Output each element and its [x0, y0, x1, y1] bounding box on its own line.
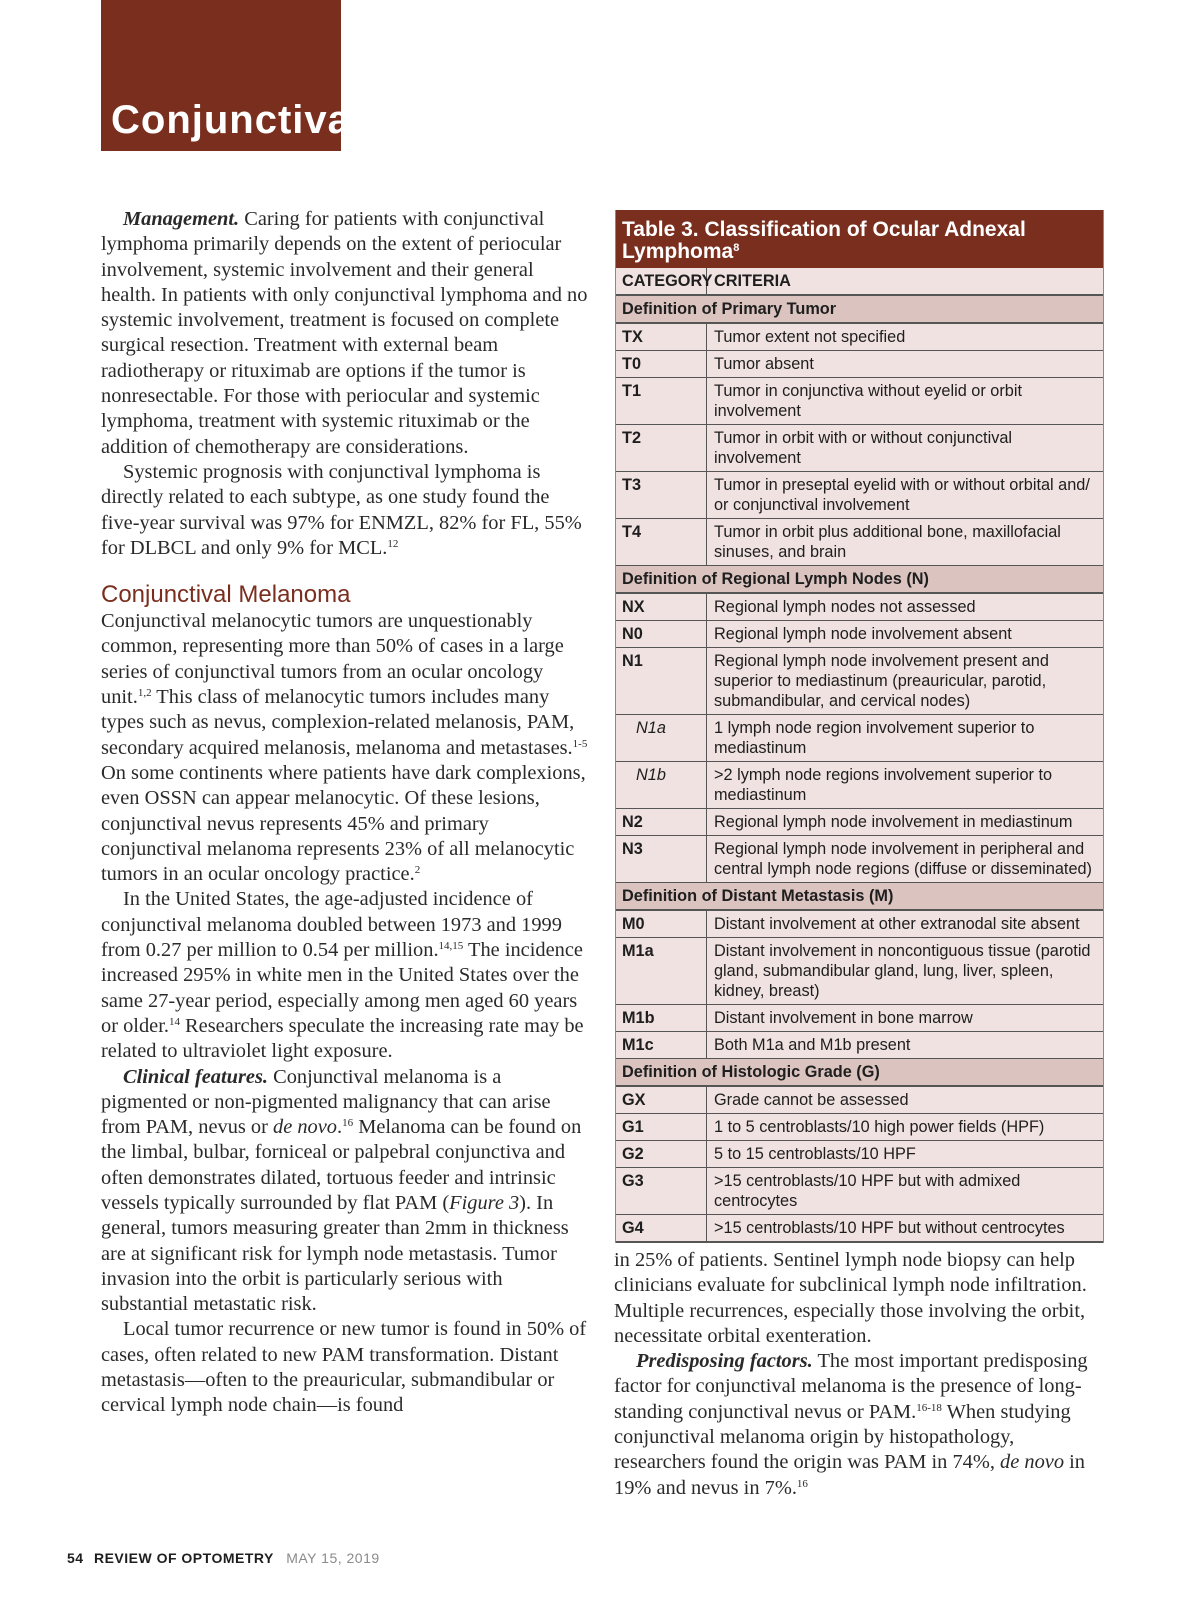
table-row	[616, 1114, 1103, 1141]
run-in-head: Clinical features.	[123, 1065, 269, 1088]
paragraph-clinical-features: Clinical features. Conjunctival melanoma is a pigmented or non-pigmented malignancy that can arise from PAM, nevus or de novo.$^{16}$ Melanoma can be found on the limbal, bulbar, forniceal or palpebral conjunctiva and often demonstrates dilated, tortuous feeder and intrinsic vessels typically surrounded by flat PAM (Figure 3). In general, tumors measuring greater than 2mm in thickness are at significant risk for lymph node metastasis. Tumor invasion into the orbit is particularly serious with substantial metastatic risk.	[101, 1065, 582, 1316]
table-row	[616, 1168, 1103, 1215]
table-cell-criteria: 5 to 15 centroblasts/10 HPF	[714, 1145, 916, 1163]
table-row	[616, 1032, 1103, 1059]
table-section-heading: Definition of Regional Lymph Nodes (N)	[622, 570, 929, 588]
table-cell-criteria: Distant involvement at other extranodal site absent	[714, 915, 1080, 933]
paragraph-recurrence: Local tumor recurrence or new tumor is found in 50% of cases, often related to new PAM transformation. Distant metastasis—often to the preauricular, submandibular or cervical lymph node chain—is found	[101, 1318, 587, 1417]
run-in-head: Predisposing factors.	[636, 1350, 813, 1373]
table-cell-criteria: Distant involvement in bone marrow	[714, 1009, 973, 1027]
right-column	[614, 1248, 1104, 1501]
table-cell-category: M1c	[616, 1032, 707, 1058]
table-row	[616, 1141, 1103, 1168]
paragraph-incidence: In the United States, the age-adjusted incidence of conjunctival melanoma doubled between 1973 and 1999 from 0.27 per million to 0.54 per million.$^{14,15}$ The incidence increased 295% in white men in the United States over the same 27-year period, especially among men aged 60 years or older.$^{14}$ Researchers speculate the increasing rate may be related to ultraviolet light exposure.	[101, 888, 584, 1063]
table-cell-category: M1a	[616, 938, 707, 1004]
left-column	[101, 207, 588, 1419]
table-row	[616, 715, 1103, 762]
table-row	[616, 594, 1103, 621]
table-cell-criteria: Regional lymph node involvement in peripheral and central lymph node regions (diffuse or disseminated)	[714, 840, 1092, 878]
table-cell-criteria: Both M1a and M1b present	[714, 1036, 911, 1054]
table-row	[616, 324, 1103, 351]
table-cell-category: M1b	[616, 1005, 707, 1031]
table-cell-criteria: Tumor in preseptal eyelid with or without orbital and/ or conjunctival involvement	[714, 476, 1090, 514]
reference-superscript: 8	[733, 242, 740, 254]
table-row	[616, 472, 1103, 519]
reference-superscript: 14	[168, 1015, 180, 1028]
table-row	[616, 836, 1103, 883]
classification-table	[615, 210, 1104, 1243]
table-cell-category: N1b	[616, 762, 707, 808]
table-body	[616, 296, 1103, 1243]
publication-name: REVIEW OF OPTOMETRY	[93, 1550, 274, 1566]
table-cell-category: G2	[616, 1141, 707, 1167]
table-cell-category: N1	[616, 648, 707, 714]
table-row	[616, 1215, 1103, 1243]
table-cell-category: N1a	[616, 715, 707, 761]
table-cell-category: TX	[616, 324, 707, 350]
table-cell-category: N0	[616, 621, 707, 647]
table-row	[616, 809, 1103, 836]
table-section-heading: Definition of Primary Tumor	[622, 300, 837, 318]
table-row	[616, 1087, 1103, 1114]
reference-superscript: 14,15	[438, 940, 464, 953]
reference-superscript: 16-18	[916, 1401, 942, 1414]
paragraph-metastasis-continued: in 25% of patients. Sentinel lymph node biopsy can help clinicians evaluate for subclinical lymph node infiltration. Multiple recurrences, especially those involving the orbit, necessitate orbital exenteration.	[614, 1249, 1087, 1347]
table-section-row	[616, 883, 1103, 911]
table-cell-criteria: Distant involvement in noncontiguous tissue (parotid gland, submandibular gland, lung, liver, spleen, kidney, breast)	[714, 942, 1091, 1000]
table-cell-category: N2	[616, 809, 707, 835]
table-section-heading: Definition of Distant Metastasis (M)	[622, 887, 894, 905]
table-row	[616, 519, 1103, 566]
table-cell-criteria: >15 centroblasts/10 HPF but without centrocytes	[714, 1219, 1065, 1237]
table-row	[616, 351, 1103, 378]
table-cell-category: NX	[616, 594, 707, 620]
table-cell-category: G3	[616, 1168, 707, 1214]
reference-superscript: 1,2	[137, 687, 152, 700]
table-cell-criteria: >15 centroblasts/10 HPF but with admixed centrocytes	[714, 1172, 1021, 1210]
page-footer	[67, 1550, 380, 1566]
table-cell-category: G1	[616, 1114, 707, 1140]
issue-date: MAY 15, 2019	[286, 1550, 380, 1566]
table-cell-criteria: Tumor extent not specified	[714, 328, 906, 346]
table-row	[616, 378, 1103, 425]
table-cell-criteria: 1 to 5 centroblasts/10 high power fields (HPF)	[714, 1118, 1045, 1136]
reference-superscript: 16	[796, 1477, 808, 1490]
table-cell-criteria: Tumor in orbit plus additional bone, maxillofacial sinuses, and brain	[714, 523, 1061, 561]
table-cell-criteria: Tumor in conjunctiva without eyelid or orbit involvement	[714, 382, 1022, 420]
table-cell-category: T1	[616, 378, 707, 424]
table-cell-criteria: Grade cannot be assessed	[714, 1091, 909, 1109]
table-cell-criteria: Regional lymph nodes not assessed	[714, 598, 976, 616]
table-row	[616, 621, 1103, 648]
table-cell-category: N3	[616, 836, 707, 882]
table-row	[616, 1005, 1103, 1032]
table-row	[616, 911, 1103, 938]
table-title: Table 3. Classification of Ocular Adnexal Lymphoma$^8$	[616, 210, 1103, 268]
table-section-row	[616, 296, 1103, 324]
header-criteria: CRITERIA	[714, 272, 791, 290]
table-cell-category: G4	[616, 1215, 707, 1241]
table-cell-criteria: 1 lymph node region involvement superior to mediastinum	[714, 719, 1035, 757]
table-row	[616, 938, 1103, 1005]
table-cell-category: T3	[616, 472, 707, 518]
subheading-conjunctival-melanoma: Conjunctival Melanoma	[101, 581, 351, 609]
table-cell-criteria: Tumor in orbit with or without conjunctival involvement	[714, 429, 1013, 467]
run-in-head: Management.	[123, 208, 240, 230]
table-section-row	[616, 566, 1103, 594]
paragraph-management: Management. Caring for patients with conjunctival lymphoma primarily depends on the extent of periocular involvement, systemic involvement and their general health. In patients with only conjunctival lymphoma and no systemic involvement, treatment is focused on complete surgical resection. Treatment with external beam radiotherapy or rituximab are options if the tumor is nonresectable. For those with periocular and systemic lymphoma, treatment with systemic rituximab or the addition of chemotherapy are considerations.	[101, 208, 588, 458]
table-row	[616, 648, 1103, 715]
reference-superscript: 2	[414, 864, 421, 877]
paragraph-prognosis: Systemic prognosis with conjunctival lymphoma is directly related to each subtype, as one study found the five-year survival was 97% for ENMZL, 82% for FL, 55% for DLBCL and only 9% for MCL.$^{12}$	[101, 460, 582, 559]
table-cell-category: T2	[616, 425, 707, 471]
table-cell-criteria: Tumor absent	[714, 355, 814, 373]
section-tab: Conjunctiva	[101, 0, 341, 151]
table-row	[616, 762, 1103, 809]
table-cell-category: GX	[616, 1087, 707, 1113]
table-header-row	[616, 268, 1103, 296]
table-row	[616, 425, 1103, 472]
paragraph-predisposing-factors: Predisposing factors. The most important predisposing factor for conjunctival melanoma is the presence of long-standing conjunctival nevus or PAM.$^{16-18}$ When studying conjunctival melanoma origin by histopathology, researchers found the origin was PAM in 74%, de novo in 19% and nevus in 7%.$^{16}$	[614, 1350, 1088, 1499]
table-section-row	[616, 1059, 1103, 1087]
reference-superscript: 1-5	[572, 737, 588, 750]
table-cell-criteria: Regional lymph node involvement absent	[714, 625, 1012, 643]
table-cell-category: T4	[616, 519, 707, 565]
header-category: CATEGORY	[616, 268, 707, 294]
reference-superscript: 16	[342, 1117, 354, 1130]
table-cell-criteria: Regional lymph node involvement in mediastinum	[714, 813, 1073, 831]
reference-superscript: 12	[387, 537, 399, 550]
table-section-heading: Definition of Histologic Grade (G)	[622, 1063, 880, 1081]
table-cell-criteria: >2 lymph node regions involvement superior to mediastinum	[714, 766, 1053, 804]
table-cell-category: T0	[616, 351, 707, 377]
paragraph-melanocytic-tumors: Conjunctival melanocytic tumors are unquestionably common, representing more than 50% of cases in a large series of conjunctival tumors from an ocular oncology unit.$^{1,2}$ This class of melanocytic tumors includes many types such as nevus, complexion-related melanosis, PAM, secondary acquired melanosis, melanoma and metastases.$^{1-5}$ On some continents where patients have dark complexions, even OSSN can appear melanocytic. Of these lesions, conjunctival nevus represents 45% and primary conjunctival melanoma represents 23% of all melanocytic tumors in an ocular oncology practice.$^2$	[101, 610, 588, 886]
page-number: 54	[67, 1550, 84, 1566]
table-cell-criteria: Regional lymph node involvement present and superior to mediastinum (preauricular, parotid, submandibular, and cervical nodes)	[714, 652, 1049, 710]
table-cell-category: M0	[616, 911, 707, 937]
